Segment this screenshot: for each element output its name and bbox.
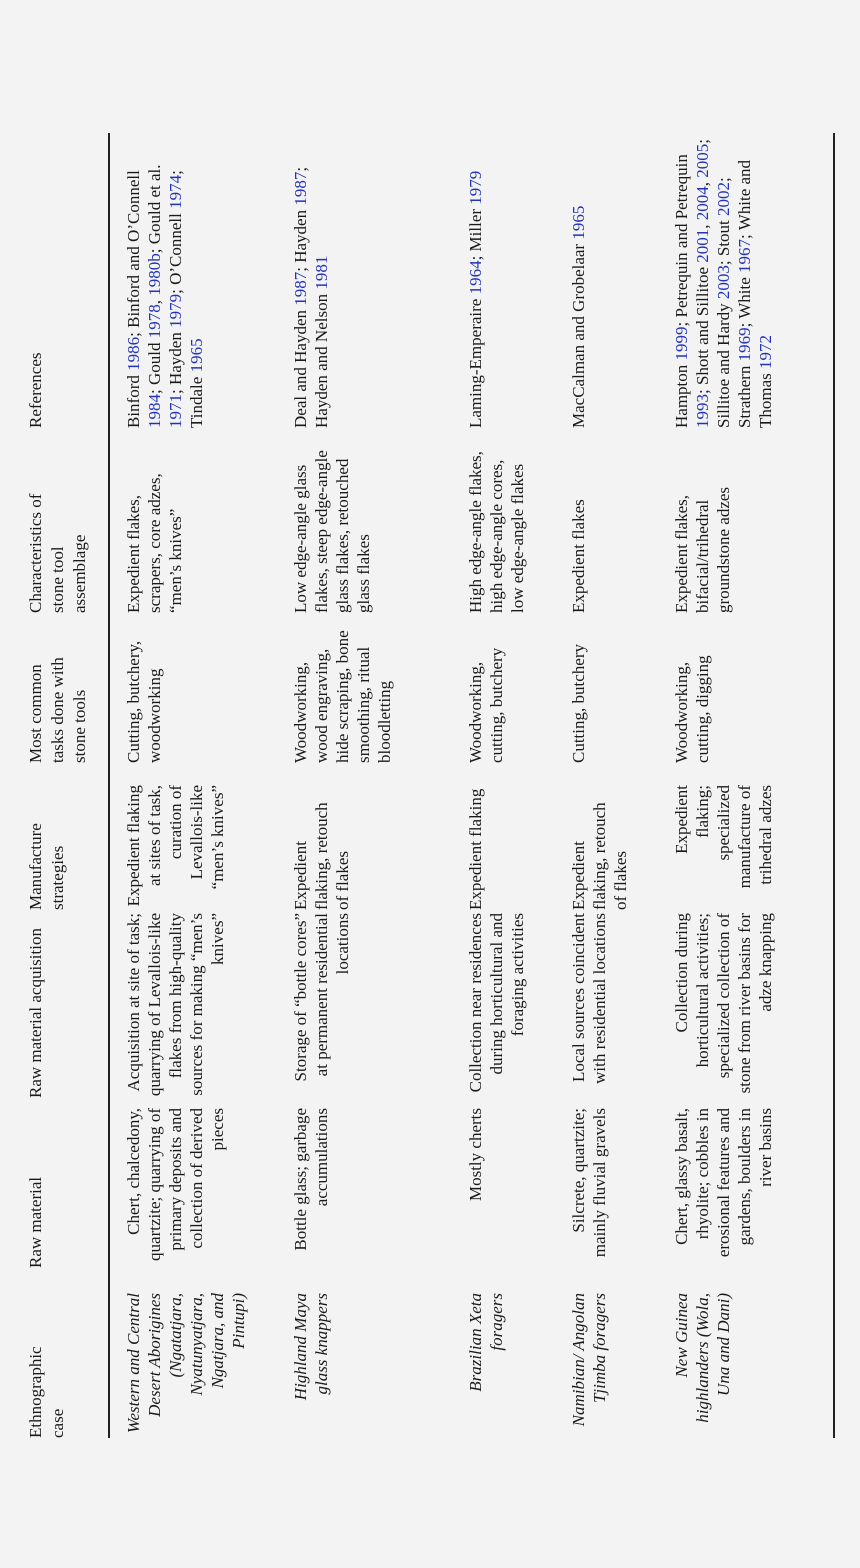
cell-acquisition: Storage of “bottle cores” at permanent residential locations xyxy=(291,913,352,1082)
cell-manufacture: Expedient flaking; specialized manufacture of trihedral adzes xyxy=(672,785,775,889)
cell-case: Brazilian Xeta foragers xyxy=(466,1293,506,1392)
header-references: References xyxy=(26,352,45,428)
reference-text: MacCalman and Grobelaar xyxy=(569,239,588,428)
reference-text: ; Binford and O’Connell xyxy=(124,170,143,337)
cell-tasks: Woodworking, cutting, butchery xyxy=(466,647,506,763)
reference-year-link[interactable]: 1974 xyxy=(166,174,185,209)
cell-case: New Guinea highlanders (Wola, Una and Dani) xyxy=(672,1293,733,1423)
reference-text: ; Stout xyxy=(714,215,733,266)
cell-assemblage: Expedient flakes, scrapers, core adzes, “men’s knives” xyxy=(124,473,185,613)
cell-case: Highland Maya glass knappers xyxy=(291,1293,331,1401)
cell-assemblage: Low edge-angle glass flakes, steep edge-angle glass flakes, retouched glass flakes xyxy=(291,450,373,613)
header-rule xyxy=(108,133,110,1438)
reference-text: ; Miller xyxy=(466,204,485,261)
reference-text: ; Hayden xyxy=(291,205,310,272)
cell-tasks: Cutting, butchery xyxy=(569,644,588,763)
cell-manufacture: Expedient flaking xyxy=(466,788,485,910)
reference-year-link[interactable]: 1981 xyxy=(312,255,331,290)
cell-case: Namibian/ Angolan Tjimba foragers xyxy=(569,1293,609,1427)
reference-text: Laming-Emperaire xyxy=(466,294,485,428)
reference-text: ; O’Connell xyxy=(166,208,185,294)
reference-year-link[interactable]: 2001 xyxy=(693,228,712,263)
cell-acquisition: Collection during horticultural activities; specialized collection of stone from river basins for adze knapping xyxy=(672,913,775,1094)
reference-year-link[interactable]: 1967 xyxy=(735,238,754,273)
reference-year-link[interactable]: 1987 xyxy=(291,271,310,306)
reference-year-link[interactable]: 1987 xyxy=(291,171,310,206)
reference-year-link[interactable]: 1979 xyxy=(166,293,185,328)
reference-text: ; Strathern xyxy=(714,177,754,428)
cell-case: Western and Central Desert Aborigines (Ngatatjara, Nyatunyatjara, Ngatjara, and Pintupi) xyxy=(124,1293,248,1434)
header-raw-material: Raw material xyxy=(26,1176,45,1268)
cell-tasks: Cutting, butchery, woodworking xyxy=(124,640,164,763)
reference-text: ; Gould xyxy=(145,338,164,394)
header-assemblage: Characteristics of stone tool assemblage xyxy=(26,493,89,613)
bottom-rule xyxy=(833,133,835,1438)
cell-assemblage: Expedient flakes xyxy=(569,499,588,613)
cell-references xyxy=(568,128,589,428)
cell-manufacture: Expedient flaking, retouch of flakes xyxy=(569,802,630,910)
cell-raw-material: Chert, glassy basalt, rhyolite; cobbles in erosional features and gardens, boulders in river basins xyxy=(672,1108,775,1258)
reference-year-link[interactable]: 1986 xyxy=(124,336,143,371)
cell-raw-material: Silcrete, quartzite; mainly fluvial gravels xyxy=(569,1108,609,1258)
reference-year-link[interactable]: 1999 xyxy=(672,326,691,361)
reference-year-link[interactable]: 1965 xyxy=(187,338,206,373)
reference-year-link[interactable]: 1964 xyxy=(466,260,485,295)
header-ethnographic-case: Ethnographic case xyxy=(26,1346,67,1438)
header-acquisition: Raw material acquisition xyxy=(26,928,45,1098)
cell-references xyxy=(671,128,776,428)
reference-text: ; Petrequin and Petrequin xyxy=(672,154,691,327)
reference-text: ; Hayden and Nelson xyxy=(291,166,331,428)
reference-text: Hampton xyxy=(672,360,691,428)
header-tasks: Most common tasks done with stone tools xyxy=(26,657,89,763)
reference-year-link[interactable]: 1972 xyxy=(756,334,775,369)
reference-text: , xyxy=(693,177,712,187)
reference-year-link[interactable]: 2003 xyxy=(714,265,733,300)
reference-year-link[interactable]: 1984 xyxy=(145,394,164,428)
reference-year-link[interactable]: 2002 xyxy=(714,181,733,216)
reference-text: ; White and Thomas xyxy=(735,159,775,428)
reference-year-link[interactable]: 1993 xyxy=(693,394,712,428)
cell-assemblage: High edge-angle flakes, high edge-angle cores, low edge-angle flakes xyxy=(466,451,527,613)
cell-raw-material: Chert, chalcedony, quartzite; quarrying of primary deposits and collection of derived pieces xyxy=(124,1108,227,1261)
cell-tasks: Woodworking, cutting, digging xyxy=(672,655,712,763)
cell-acquisition: Local sources coincident with residential locations xyxy=(569,913,609,1084)
cell-tasks: Woodworking, wood engraving, hide scraping, bone smoothing, ritual bloodletting xyxy=(291,630,394,763)
cell-raw-material: Mostly cherts xyxy=(466,1108,485,1202)
cell-acquisition: Collection near residences during horticultural and foraging activities xyxy=(466,913,527,1093)
cell-assemblage: Expedient flakes, bifacial/trihedral groundstone adzes xyxy=(672,486,733,613)
header-manufacture: Manufacture strategies xyxy=(26,823,67,910)
reference-text: ; Hayden xyxy=(166,327,185,394)
cell-raw-material: Bottle glass; garbage accumulations xyxy=(291,1108,331,1251)
reference-year-link[interactable]: 2004 xyxy=(693,186,712,221)
reference-text: ; Gould et al. xyxy=(145,164,164,254)
reference-year-link[interactable]: 1980b xyxy=(145,253,164,296)
reference-text: ; White xyxy=(735,272,754,328)
reference-year-link[interactable]: 1969 xyxy=(735,327,754,362)
cell-references xyxy=(465,128,486,428)
reference-text: Binford xyxy=(124,370,143,428)
reference-year-link[interactable]: 1979 xyxy=(466,170,485,205)
cell-manufacture: Expedient flaking at sites of task, curation of Levallois-like “men’s knives” xyxy=(124,785,227,907)
cell-references xyxy=(123,128,207,428)
cell-references xyxy=(290,128,332,428)
reference-text: Deal and Hayden xyxy=(291,305,310,428)
reference-text: ; Tindale xyxy=(166,170,206,428)
reference-text: ; Shott and Sillitoe xyxy=(693,262,712,394)
reference-year-link[interactable]: 1971 xyxy=(166,394,185,428)
reference-year-link[interactable]: 2005 xyxy=(693,143,712,178)
reference-year-link[interactable]: 1978 xyxy=(145,304,164,339)
cell-manufacture: Expedient flaking, retouch of flakes xyxy=(291,802,352,910)
reference-year-link[interactable]: 1965 xyxy=(569,205,588,240)
reference-text: , xyxy=(145,295,164,305)
cell-acquisition: Acquisition at site of task; quarrying of Levallois-like flakes from high-quality sources for making “men’s knives” xyxy=(124,913,227,1097)
reference-text: , xyxy=(693,220,712,229)
reference-text: ; Sillitoe and Hardy xyxy=(693,138,733,428)
